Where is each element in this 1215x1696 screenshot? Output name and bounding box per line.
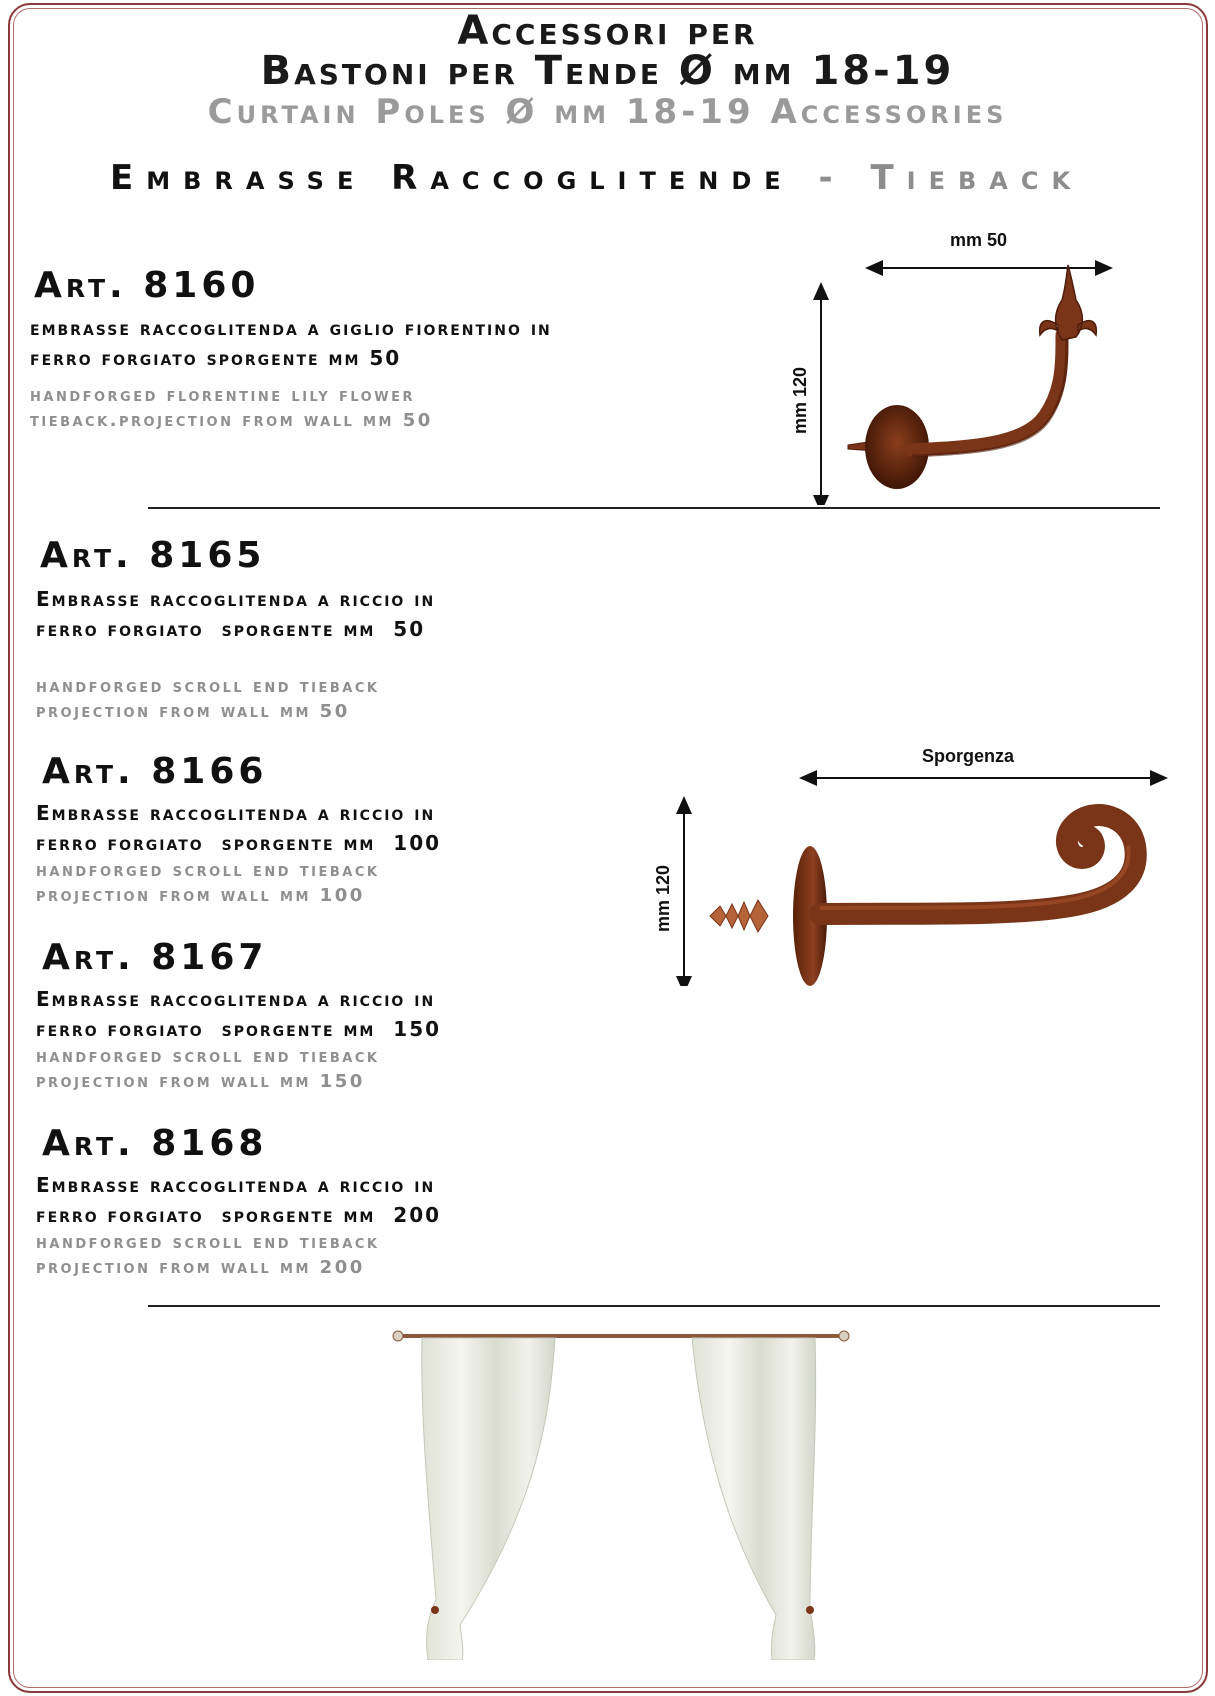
scroll-width-label: Sporgenza [922, 746, 1015, 766]
scroll-height-label: mm 120 [653, 864, 673, 932]
article-desc-it-8165: Embrasse raccoglitenda a riccio in ferro forgiato sporgente mm 50 [36, 587, 436, 641]
pole-finial-left [393, 1331, 403, 1341]
article-desc-it-8167: Embrasse raccoglitenda a riccio in ferro forgiato sporgente mm 150 [36, 987, 442, 1041]
scroll-pin [710, 900, 768, 932]
article-code-8160: Art. 8160 [34, 265, 260, 306]
lily-flower-icon [1040, 265, 1097, 340]
curtain-panel-right [692, 1338, 816, 1660]
section-title-it: Embrasse Raccoglitende [110, 158, 794, 198]
article-desc-en-8166: handforged scroll end tieback projection from wall mm 100 [36, 860, 380, 906]
article-code-8168: Art. 8168 [42, 1123, 268, 1164]
subtitle-en: Curtain Poles Ø mm 18-19 Accessories [207, 92, 1008, 132]
lily-width-label: mm 50 [950, 230, 1008, 250]
article-code-8165: Art. 8165 [40, 535, 266, 576]
title-line-2: Bastoni per Tende Ø mm 18-19 [260, 48, 955, 94]
lily-arm [910, 335, 1062, 450]
tieback-hook-left [431, 1606, 439, 1614]
divider-2 [148, 1305, 1160, 1307]
section-separator: - [818, 158, 846, 198]
lily-height-label: mm 120 [790, 366, 810, 434]
divider-1 [148, 507, 1160, 509]
article-desc-en-8168: handforged scroll end tieback projection from wall mm 200 [36, 1232, 380, 1278]
title-line-1: Accessori per [457, 8, 758, 54]
scroll-tieback-drawing [670, 766, 1170, 986]
scroll-arm [820, 815, 1136, 914]
article-desc-it-8166: Embrasse raccoglitenda a riccio in ferro forgiato sporgente mm 100 [36, 801, 442, 855]
article-code-8166: Art. 8166 [42, 751, 268, 792]
article-desc-en-8167: handforged scroll end tieback projection from wall mm 150 [36, 1046, 380, 1092]
section-title-en: Tieback [870, 158, 1084, 198]
curtain-panel-left [422, 1338, 555, 1660]
article-desc-it-8160: embrasse raccoglitenda a giglio fiorentino in ferro forgiato sporgente mm 50 [30, 316, 552, 370]
tieback-hook-right [806, 1606, 814, 1614]
pole-finial-right [839, 1331, 849, 1341]
article-desc-en-8160: handforged florentine lily flower tieback.projection from wall mm 50 [30, 385, 433, 431]
article-code-8167: Art. 8167 [42, 937, 268, 978]
curtain-illustration [390, 1320, 850, 1660]
article-desc-it-8168: Embrasse raccoglitenda a riccio in ferro forgiato sporgente mm 200 [36, 1173, 442, 1227]
article-desc-en-8165: handforged scroll end tieback projection from wall mm 50 [36, 676, 380, 722]
section-title [110, 158, 1083, 198]
lily-tieback-drawing [800, 255, 1140, 505]
